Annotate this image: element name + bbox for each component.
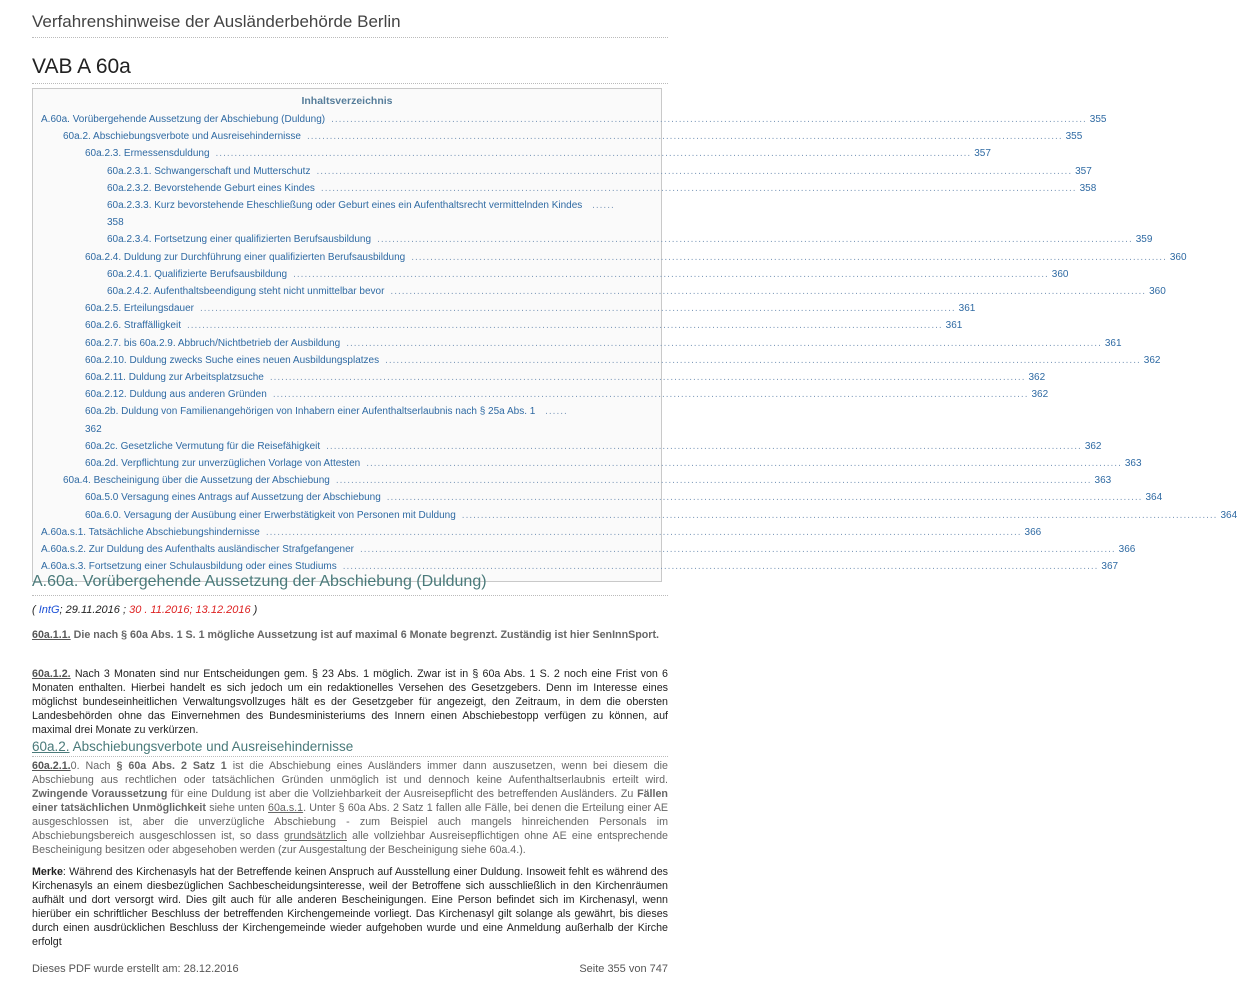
toc-entry-title: 60a.2d. Verpflichtung zur unverzüglichen Vorlage von Attesten [85, 458, 361, 470]
stamp-close: ) [253, 604, 258, 616]
toc-entry-page: 363 [1124, 458, 1142, 470]
toc-entry[interactable] [33, 403, 661, 437]
toc-leader-dots: ...... [541, 406, 568, 418]
paragraph-number: 60a.1.1. [32, 629, 71, 641]
toc-entry-page: 362 [1084, 440, 1102, 452]
toc-leader-dots: ........................................................................................................................................................................................................ [187, 320, 943, 332]
toc-entry-page: 357 [1075, 165, 1092, 177]
toc-entry-page: 355 [1065, 131, 1083, 143]
toc-leader-dots: ........................................................................................................................................................................................................ [316, 165, 1073, 177]
text-part: § 60a Abs. 2 Satz 1 [116, 760, 227, 772]
stamp-intg-link[interactable]: IntG [38, 604, 60, 616]
toc-entry[interactable] [33, 472, 1112, 489]
toc-entry[interactable] [33, 507, 1237, 524]
toc-entry[interactable] [33, 489, 1163, 506]
paragraph-text: Die nach § 60a Abs. 1 S. 1 mögliche Aussetzung ist auf maximal 6 Monate begrenzt. Zuständig ist hier SenInnSport. [73, 629, 659, 641]
toc-entry-title: 60a.2.3.3. Kurz bevorstehende Eheschließung oder Geburt eines ein Aufenthaltsrecht vermittelnden Kindes [107, 200, 583, 212]
toc-entry-title: 60a.2.3.2. Bevorstehende Geburt eines Kindes [107, 182, 315, 194]
toc-entry-title: 60a.2.4.2. Aufenthaltsbeendigung steht nicht unmittelbar bevor [107, 286, 385, 298]
text-part: Zu [620, 788, 634, 800]
toc-leader-dots: ........................................................................................................................................................................................................ [269, 372, 1026, 384]
toc-heading: Inhaltsverzeichnis [301, 95, 393, 107]
toc-entry-title: 60a.2.12. Duldung aus anderen Gründen [85, 389, 267, 401]
toc-entry-page: 367 [1101, 561, 1119, 573]
toc-entry[interactable] [33, 352, 1161, 369]
toc-entry-page: 362 [85, 423, 102, 435]
toc-leader-dots: ........................................................................................................................................................................................................ [306, 131, 1063, 143]
toc-entry-title: A.60a.s.2. Zur Duldung des Aufenthalts ausländischer Strafgefangener [41, 544, 354, 556]
paragraph-60a-2-1 [32, 759, 668, 857]
toc-entry[interactable] [33, 111, 1107, 128]
merke-note [32, 865, 668, 949]
toc-entry[interactable] [33, 197, 661, 231]
section-heading: A.60a. Vorübergehende Aussetzung der Abschiebung (Duldung) [32, 573, 668, 596]
toc-entry-title: 60a.2.4.1. Qualifizierte Berufsausbildung [107, 268, 288, 280]
toc-entry-title: 60a.2.4. Duldung zur Durchführung einer qualifizierten Berufsausbildung [85, 251, 406, 263]
toc-leader-dots: ........................................................................................................................................................................................................ [461, 509, 1218, 521]
toc-entry-page: 355 [1089, 114, 1107, 125]
paragraph-number: 60a.2.1. [32, 760, 71, 772]
stamp-sep: ; [122, 604, 127, 616]
text-part: ist die Abschiebung eines Ausländers immer dann auszusetzen, wenn bei diesem die Abschiebung aus rechtlichen oder tatsächlichen Gründen unmöglich ist und dennoch keine Aufenthaltserlaubnis erteilt wird. [32, 760, 668, 786]
toc-leader-dots: ........................................................................................................................................................................................................ [326, 440, 1082, 452]
document-header: Verfahrenshinweise der Ausländerbehörde Berlin [32, 12, 668, 38]
toc-leader-dots: ........................................................................................................................................................................................................ [293, 268, 1049, 280]
text-part: grundsätzlich [283, 830, 347, 842]
subsection-title: Abschiebungsverbote und Ausreisehindernisse [72, 739, 354, 754]
toc-entry-title: A.60a. Vorübergehende Aussetzung der Abschiebung (Duldung) [41, 114, 326, 125]
toc-entry[interactable] [33, 317, 963, 334]
toc-entry-page: 362 [1031, 389, 1049, 401]
toc-entry-page: 360 [1149, 286, 1166, 298]
toc-entry-title: 60a.2.3.4. Fortsetzung einer qualifizierten Berufsausbildung [107, 234, 372, 246]
toc-entry-title: 60a.5.0 Versagung eines Antrags auf Aussetzung der Abschiebung [85, 492, 381, 504]
text-part: Fällen einer tatsächlichen Unmöglichkeit [32, 788, 668, 814]
cross-reference-link[interactable]: 60a.s.1 [268, 802, 304, 814]
toc-entry-page: 363 [1094, 475, 1112, 487]
toc-entry[interactable] [33, 163, 1092, 180]
toc-entry-page: 357 [974, 148, 991, 160]
text-part: . Unter § 60a Abs. 2 Satz 1 fallen alle Fälle, bei denen die Erteilung einer AE ausgeschlossen ist, aber die unverzügliche Abschiebung - zum Beispiel auch mangels hinreichenden Personals im Abschiebungsbereich ausgeschlossen ist, so dass [32, 802, 669, 842]
toc-leader-dots: ........................................................................................................................................................................................................ [331, 114, 1087, 125]
footer-created: Dieses PDF wurde erstellt am: 28.12.2016 [32, 963, 239, 975]
toc-entry-title: 60a.2b. Duldung von Familienangehörigen von Inhabern einer Aufenthaltserlaubnis nach § 25a Abs. 1 [85, 406, 536, 418]
toc-entry-page: 358 [107, 217, 124, 229]
toc-leader-dots: ........................................................................................................................................................................................................ [386, 492, 1143, 504]
text-part: Zwingende Voraussetzung [32, 788, 168, 800]
toc-entry-page: 364 [1145, 492, 1163, 504]
toc-leader-dots: ........................................................................................................................................................................................................ [199, 303, 956, 315]
toc-list [33, 111, 1237, 575]
toc-entry[interactable] [33, 524, 1042, 541]
toc-entry-page: 364 [1220, 509, 1237, 521]
toc-entry-page: 361 [945, 320, 963, 332]
toc-leader-dots: ........................................................................................................................................................................................................ [265, 526, 1022, 538]
subsection-heading [32, 739, 668, 757]
toc-entry-page: 362 [1028, 372, 1046, 384]
toc-leader-dots: ........................................................................................................................................................................................................ [366, 458, 1122, 470]
toc-entry[interactable] [33, 369, 1046, 386]
toc-entry[interactable] [33, 541, 1136, 558]
toc-entry-page: 361 [1104, 337, 1122, 349]
toc-entry[interactable] [33, 335, 1122, 352]
toc-entry-title: 60a.2. Abschiebungsverbote und Ausreisehindernisse [63, 131, 301, 143]
merke-label: Merke [32, 866, 63, 878]
toc-entry[interactable] [33, 266, 1069, 283]
toc-entry[interactable] [33, 145, 991, 162]
toc-entry-page: 360 [1169, 251, 1187, 263]
toc-entry-title: 60a.2.11. Duldung zur Arbeitsplatzsuche [85, 372, 264, 384]
toc-leader-dots: ........................................................................................................................................................................................................ [411, 251, 1167, 263]
toc-leader-dots: ........................................................................................................................................................................................................ [342, 561, 1099, 573]
toc-entry-page: 362 [1143, 354, 1161, 366]
toc-leader-dots: ........................................................................................................................................................................................................ [272, 389, 1029, 401]
amendment-stamp [32, 604, 257, 616]
text-part: alle vollziehbar Ausreisepflichtigen ohne AE eine entsprechende Bescheinigung besitzen oder abgesehoben werden (zur Ausgestaltung der Bescheinigung siehe 60a.4.). [32, 830, 668, 856]
toc-entry-title: A.60a.s.3. Fortsetzung einer Schulausbildung oder eines Studiums [41, 561, 337, 573]
toc-entry-page: 359 [1135, 234, 1153, 246]
toc-entry[interactable] [33, 283, 1166, 300]
toc-entry-page: 358 [1079, 182, 1097, 194]
toc-entry-title: 60a.2c. Gesetzliche Vermutung für die Reisefähigkeit [85, 440, 321, 452]
toc-entry-title: 60a.2.3.1. Schwangerschaft und Mutterschutz [107, 165, 311, 177]
paragraph-number-suffix: 0. [70, 760, 80, 772]
toc-entry[interactable] [33, 438, 1102, 455]
paragraph-60a-1-2 [32, 667, 668, 737]
table-of-contents [32, 88, 1237, 582]
toc-leader-dots: ........................................................................................................................................................................................................ [390, 286, 1147, 298]
page-footer [32, 963, 668, 975]
toc-entry-title: 60a.2.3. Ermessensduldung [85, 148, 210, 160]
toc-leader-dots: ........................................................................................................................................................................................................ [215, 148, 972, 160]
subsection-number[interactable]: 60a.2. [32, 739, 70, 754]
toc-entry-title: 60a.4. Bescheinigung über die Aussetzung der Abschiebung [63, 475, 330, 487]
text-part: siehe unten [209, 802, 265, 814]
toc-entry-page: 360 [1051, 268, 1069, 280]
toc-entry-page: 361 [958, 303, 976, 315]
toc-entry-title: 60a.2.6. Straffälligkeit [85, 320, 181, 332]
stamp-open: ( [32, 604, 36, 616]
toc-entry-title: 60a.6.0. Versagung der Ausübung einer Erwerbstätigkeit von Personen mit Duldung [85, 509, 456, 521]
toc-leader-dots: ........................................................................................................................................................................................................ [377, 234, 1133, 246]
toc-entry[interactable] [33, 249, 1187, 266]
toc-leader-dots: ...... [588, 200, 615, 212]
toc-entry-title: 60a.2.10. Duldung zwecks Suche eines neuen Ausbildungsplatzes [85, 354, 380, 366]
toc-leader-dots: ........................................................................................................................................................................................................ [385, 354, 1141, 366]
paragraph-60a-1-1 [32, 628, 668, 642]
title-divider [32, 83, 668, 84]
stamp-date-1: ; 29.11.2016 [59, 604, 120, 616]
toc-leader-dots: ........................................................................................................................................................................................................ [359, 544, 1116, 556]
stamp-date-2: 30 . 11.2016; 13.12.2016 [129, 604, 251, 616]
toc-entry-title: 60a.2.5. Erteilungsdauer [85, 303, 194, 315]
toc-entry[interactable] [33, 231, 1153, 248]
merke-text: : Während des Kirchenasyls hat der Betreffende keinen Anspruch auf Ausstellung einer Duldung. Insoweit fehlt es während des Kirchenasyls an einem diesbezüglichen Sachbescheidungsinteresse, weil der Betroffene sich ausschließlich in den Kirchenräumen aufhält und dort versorgt wird. Dies gilt auch für alle anderen Bescheinigungen. Eine Person befindet sich im Kirchenasyl, wenn hierüber ein schriftlicher Beschluss der betreffenden Kirchengemeinde vorliegt. Das Kirchenasyl gilt solange als gewährt, bis dieses durch einen ausdrücklichen Beschluss der Kirchengemeinde wieder aufgehoben wurde und eine Anmeldung außerhalb der Kirche erfolgt [32, 866, 668, 948]
toc-entry[interactable] [33, 455, 1142, 472]
paragraph-text: Nach 3 Monaten sind nur Entscheidungen gem. § 23 Abs. 1 möglich. Zwar ist in § 60a Abs. 1 S. 2 noch eine Frist von 6 Monaten enthalten. Hierbei handelt es sich jedoch um ein redaktionelles Versehen des Gesetzgebers. Denn im Interesse eines möglichst bundeseinheitlichen Verwaltungsvollzuges hält es der Gesetzgeber für angezeigt, den Zeitraum, in dem die obersten Landesbehörden ohne das Einvernehmen des Bundesministeriums des Innern einen Abschiebestopp verfügen zu können, auf maximal drei Monate zu verkürzen. [32, 668, 668, 736]
toc-entry-title: A.60a.s.1. Tatsächliche Abschiebungshindernisse [41, 526, 260, 538]
toc-entry[interactable] [33, 386, 1049, 403]
footer-page-number: Seite 355 von 747 [579, 963, 668, 975]
toc-entry[interactable] [33, 128, 1083, 145]
toc-entry[interactable] [33, 180, 1097, 197]
toc-leader-dots: ........................................................................................................................................................................................................ [320, 182, 1077, 194]
toc-leader-dots: ........................................................................................................................................................................................................ [346, 337, 1102, 349]
toc-entry-page: 366 [1024, 526, 1042, 538]
toc-leader-dots: ........................................................................................................................................................................................................ [335, 475, 1092, 487]
toc-entry-page: 366 [1118, 544, 1136, 556]
toc-entry-title: 60a.2.7. bis 60a.2.9. Abbruch/Nichtbetrieb der Ausbildung [85, 337, 341, 349]
page-title: VAB A 60a [32, 55, 131, 78]
text-part: für eine Duldung ist aber die Vollziehbarkeit der Ausreisepflicht des betreffenden Ausländers. [171, 788, 618, 800]
paragraph-number: 60a.1.2. [32, 668, 71, 680]
toc-entry[interactable] [33, 300, 976, 317]
text-part: Nach [85, 760, 111, 772]
